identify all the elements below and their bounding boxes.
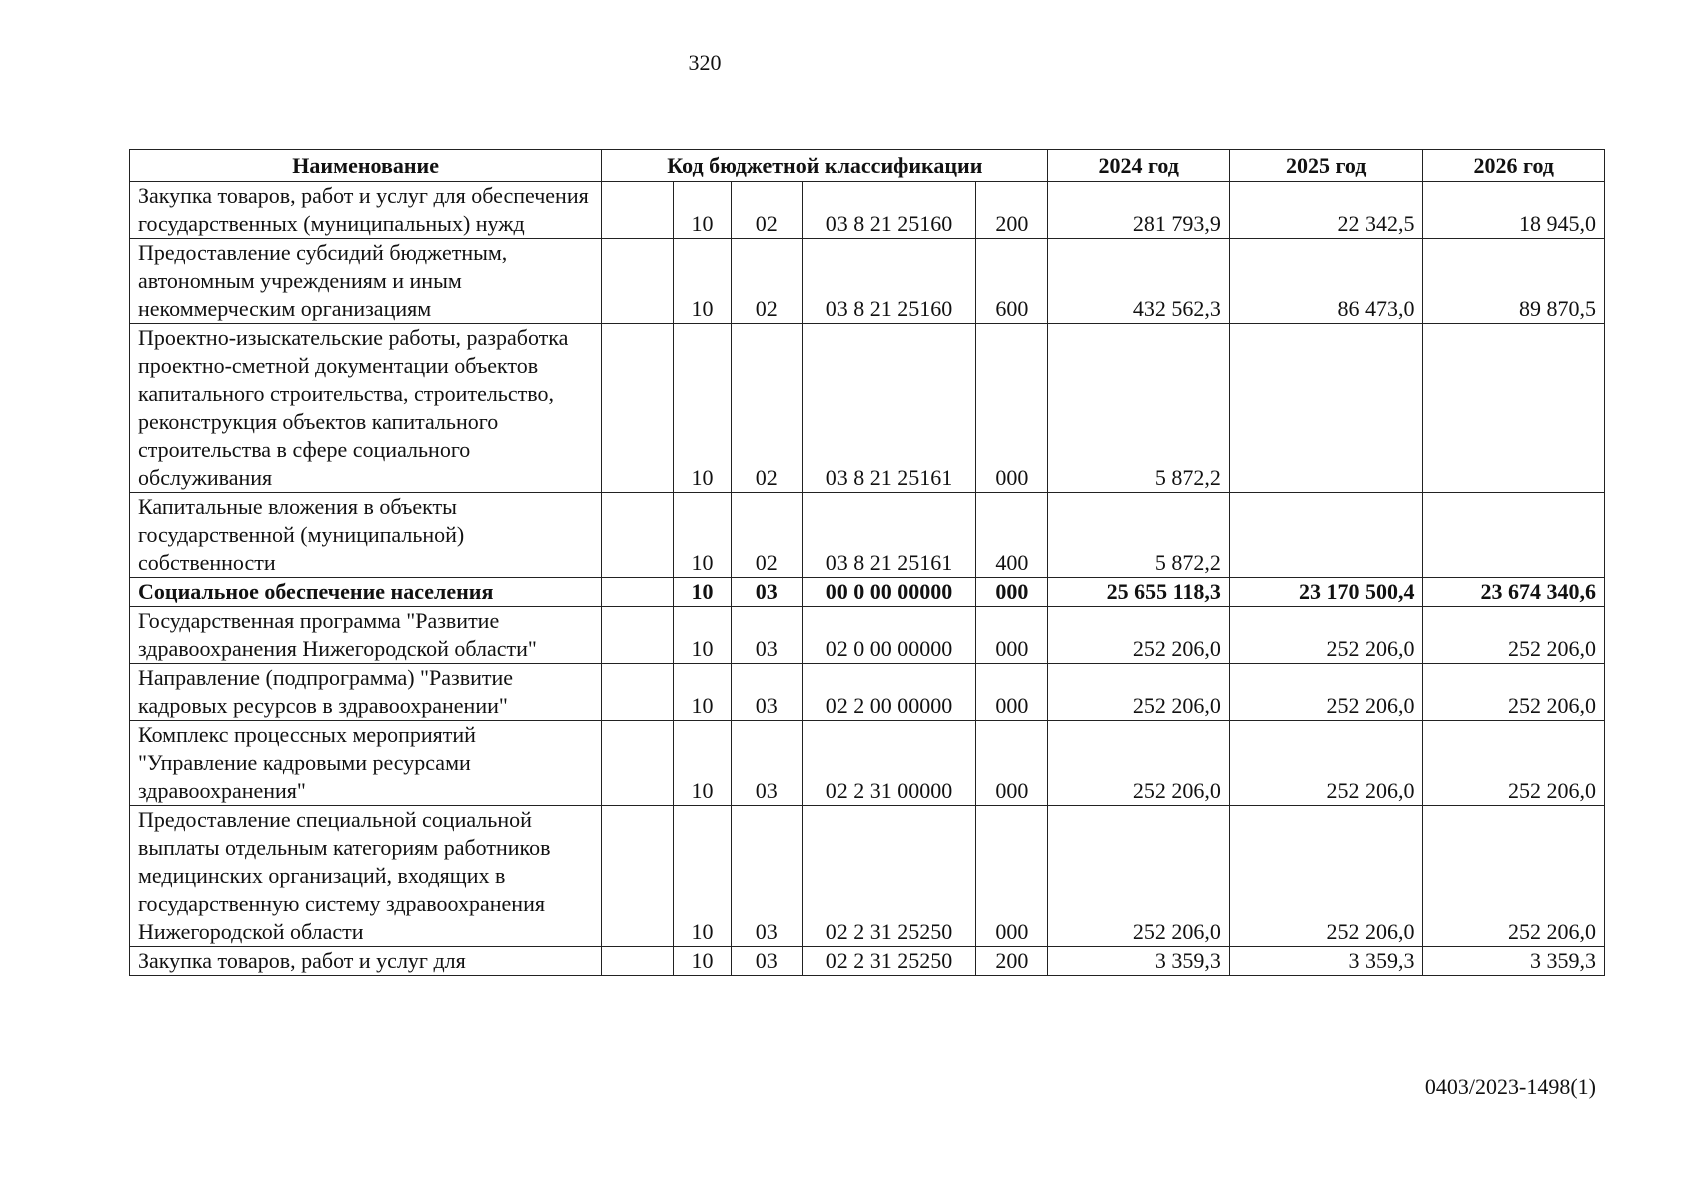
row-expense-type-cell: 000 xyxy=(976,806,1048,947)
row-2024-cell: 432 562,3 xyxy=(1048,239,1229,324)
row-2024-cell: 3 359,3 xyxy=(1048,947,1229,976)
row-section-cell: 10 xyxy=(674,182,731,239)
table-row xyxy=(130,182,1605,239)
row-2024-cell: 252 206,0 xyxy=(1048,607,1229,664)
row-name-cell: Закупка товаров, работ и услуг для обеспечения государственных (муниципальных) нужд xyxy=(130,182,602,239)
row-2026-cell: 23 674 340,6 xyxy=(1423,578,1605,607)
row-target-article-cell: 03 8 21 25161 xyxy=(802,493,975,578)
row-gap-cell xyxy=(602,607,674,664)
row-subsection-cell: 03 xyxy=(731,607,802,664)
row-subsection-cell: 03 xyxy=(731,578,802,607)
row-2024-cell: 5 872,2 xyxy=(1048,493,1229,578)
row-section-cell: 10 xyxy=(674,721,731,806)
table-row xyxy=(130,806,1605,947)
row-2026-cell: 252 206,0 xyxy=(1423,721,1605,806)
row-section-cell: 10 xyxy=(674,239,731,324)
budget-table xyxy=(129,149,1605,976)
row-name-cell: Закупка товаров, работ и услуг для xyxy=(130,947,602,976)
row-gap-cell xyxy=(602,721,674,806)
row-target-article-cell: 02 2 31 00000 xyxy=(802,721,975,806)
row-2026-cell: 18 945,0 xyxy=(1423,182,1605,239)
row-expense-type-cell: 000 xyxy=(976,324,1048,493)
row-subsection-cell: 02 xyxy=(731,182,802,239)
row-section-cell: 10 xyxy=(674,324,731,493)
header-code: Код бюджетной классификации xyxy=(602,150,1048,182)
row-gap-cell xyxy=(602,664,674,721)
row-2025-cell xyxy=(1229,493,1423,578)
row-2025-cell: 252 206,0 xyxy=(1229,721,1423,806)
table-row xyxy=(130,721,1605,806)
header-name: Наименование xyxy=(130,150,602,182)
document-code: 0403/2023-1498(1) xyxy=(1424,1074,1596,1099)
table-row xyxy=(130,324,1605,493)
row-2024-cell: 252 206,0 xyxy=(1048,806,1229,947)
row-gap-cell xyxy=(602,806,674,947)
row-name-cell: Направление (подпрограмма) "Развитие кадровых ресурсов в здравоохранении" xyxy=(130,664,602,721)
row-2025-cell: 23 170 500,4 xyxy=(1229,578,1423,607)
row-subsection-cell: 02 xyxy=(731,239,802,324)
header-2025: 2025 год xyxy=(1229,150,1423,182)
row-gap-cell xyxy=(602,947,674,976)
page-number: 320 xyxy=(688,50,722,75)
row-2025-cell: 252 206,0 xyxy=(1229,607,1423,664)
row-2025-cell: 22 342,5 xyxy=(1229,182,1423,239)
row-expense-type-cell: 000 xyxy=(976,607,1048,664)
row-2026-cell xyxy=(1423,324,1605,493)
row-subsection-cell: 03 xyxy=(731,721,802,806)
row-subsection-cell: 03 xyxy=(731,664,802,721)
row-2024-cell: 25 655 118,3 xyxy=(1048,578,1229,607)
table-row xyxy=(130,578,1605,607)
row-expense-type-cell: 200 xyxy=(976,947,1048,976)
row-2024-cell: 5 872,2 xyxy=(1048,324,1229,493)
row-subsection-cell: 02 xyxy=(731,324,802,493)
row-name-cell: Государственная программа "Развитие здравоохранения Нижегородской области" xyxy=(130,607,602,664)
row-name-cell: Комплекс процессных мероприятий "Управление кадровыми ресурсами здравоохранения" xyxy=(130,721,602,806)
row-name-cell: Предоставление субсидий бюджетным, автономным учреждениям и иным некоммерческим организациям xyxy=(130,239,602,324)
row-target-article-cell: 00 0 00 00000 xyxy=(802,578,975,607)
row-2024-cell: 281 793,9 xyxy=(1048,182,1229,239)
row-section-cell: 10 xyxy=(674,947,731,976)
row-target-article-cell: 02 2 00 00000 xyxy=(802,664,975,721)
row-section-cell: 10 xyxy=(674,664,731,721)
row-expense-type-cell: 200 xyxy=(976,182,1048,239)
row-2025-cell: 252 206,0 xyxy=(1229,664,1423,721)
table-body xyxy=(130,182,1605,976)
row-expense-type-cell: 600 xyxy=(976,239,1048,324)
row-expense-type-cell: 000 xyxy=(976,578,1048,607)
table-row xyxy=(130,947,1605,976)
row-subsection-cell: 03 xyxy=(731,947,802,976)
row-section-cell: 10 xyxy=(674,806,731,947)
header-2024: 2024 год xyxy=(1048,150,1229,182)
table-row xyxy=(130,664,1605,721)
row-name-cell: Капитальные вложения в объекты государственной (муниципальной) собственности xyxy=(130,493,602,578)
row-2026-cell: 89 870,5 xyxy=(1423,239,1605,324)
row-2026-cell xyxy=(1423,493,1605,578)
row-target-article-cell: 03 8 21 25161 xyxy=(802,324,975,493)
row-section-cell: 10 xyxy=(674,607,731,664)
row-2026-cell: 252 206,0 xyxy=(1423,806,1605,947)
row-name-cell: Предоставление специальной социальной выплаты отдельным категориям работников медицинских организаций, входящих в государственную систему здравоохранения Нижегородской области xyxy=(130,806,602,947)
header-2026: 2026 год xyxy=(1423,150,1605,182)
row-subsection-cell: 03 xyxy=(731,806,802,947)
row-target-article-cell: 02 0 00 00000 xyxy=(802,607,975,664)
row-name-cell: Социальное обеспечение населения xyxy=(130,578,602,607)
table-row xyxy=(130,607,1605,664)
row-2024-cell: 252 206,0 xyxy=(1048,721,1229,806)
row-target-article-cell: 02 2 31 25250 xyxy=(802,947,975,976)
row-expense-type-cell: 000 xyxy=(976,721,1048,806)
row-gap-cell xyxy=(602,182,674,239)
row-gap-cell xyxy=(602,324,674,493)
row-2026-cell: 252 206,0 xyxy=(1423,607,1605,664)
row-2025-cell xyxy=(1229,324,1423,493)
row-gap-cell xyxy=(602,239,674,324)
row-expense-type-cell: 000 xyxy=(976,664,1048,721)
row-section-cell: 10 xyxy=(674,578,731,607)
row-2026-cell: 3 359,3 xyxy=(1423,947,1605,976)
row-section-cell: 10 xyxy=(674,493,731,578)
table-row xyxy=(130,493,1605,578)
row-subsection-cell: 02 xyxy=(731,493,802,578)
row-2024-cell: 252 206,0 xyxy=(1048,664,1229,721)
row-2025-cell: 252 206,0 xyxy=(1229,806,1423,947)
row-gap-cell xyxy=(602,493,674,578)
row-target-article-cell: 03 8 21 25160 xyxy=(802,182,975,239)
row-target-article-cell: 02 2 31 25250 xyxy=(802,806,975,947)
row-2026-cell: 252 206,0 xyxy=(1423,664,1605,721)
table-header-row xyxy=(130,150,1605,182)
row-2025-cell: 86 473,0 xyxy=(1229,239,1423,324)
row-2025-cell: 3 359,3 xyxy=(1229,947,1423,976)
row-target-article-cell: 03 8 21 25160 xyxy=(802,239,975,324)
table-row xyxy=(130,239,1605,324)
row-name-cell: Проектно-изыскательские работы, разработка проектно-сметной документации объектов капитального строительства, строительство, реконструкция объектов капитального строительства в сфере социального обслуживания xyxy=(130,324,602,493)
row-expense-type-cell: 400 xyxy=(976,493,1048,578)
row-gap-cell xyxy=(602,578,674,607)
